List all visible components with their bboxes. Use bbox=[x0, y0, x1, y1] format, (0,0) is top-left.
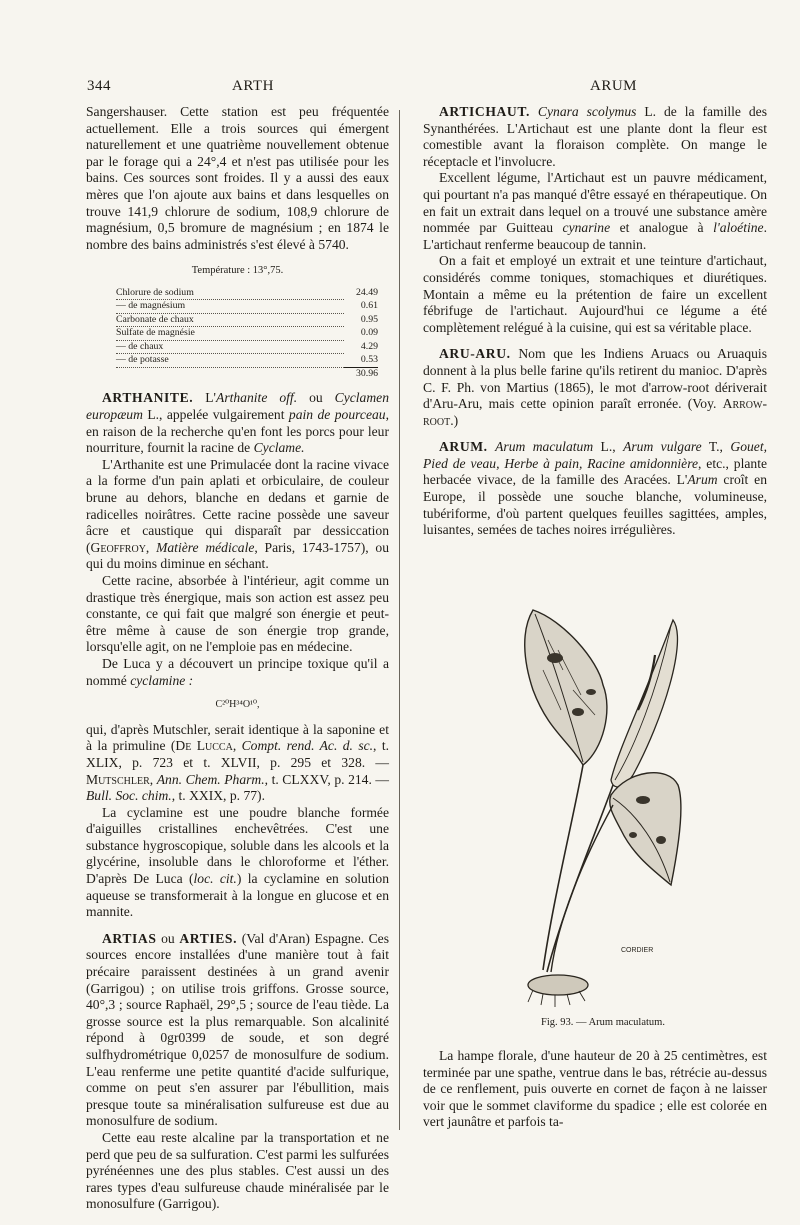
table-row bbox=[116, 300, 378, 314]
arthanite-entry: ARTHANITE. L'Arthanite off. ou Cyclamen europæum L., appelée vulgairement pain de pourceau, en raison de la recherche qu'en font les porcs pour leur nourriture, fournit la racine de Cyclame. bbox=[86, 390, 389, 456]
compound-name: Sulfate de magnésie bbox=[116, 327, 344, 341]
aruaru-entry: ARU-ARU. Nom que les Indiens Aruacs ou Aruaquis donnent à la plus belle farine qu'ils retirent du manioc. D'après C. F. Ph. von Martius (1865), le mot d'arrow-root dériverait d'Aru-Aru, mais cette opinion paraît erronée. (Voy. Arrow-root.) bbox=[423, 346, 767, 428]
engraver-signature: CORDIER bbox=[621, 947, 654, 954]
artichaut-medicine: Excellent légume, l'Artichaut est un pauvre médicament, qui pourtant n'a pas manqué d'être essayé en thérapeutique. On en fait un extrait dans lequel on a trouvé une substance amère nommée par Guitteau cynarine et analogue à l'aloétine. L'artichaut renferme beaucoup de tannin. bbox=[423, 170, 767, 252]
chemical-formula: C²⁰H³⁴O¹⁰, bbox=[215, 699, 260, 711]
composition-table bbox=[116, 287, 378, 381]
lower-leaf bbox=[610, 773, 681, 885]
compound-name: — de potasse bbox=[116, 354, 344, 368]
cross-reference-link: Arrow-root bbox=[423, 396, 767, 428]
compound-value: 0.09 bbox=[360, 327, 378, 339]
arum-maculatum-illustration bbox=[503, 600, 693, 1010]
composition-total: 30.96 bbox=[344, 367, 378, 380]
headword-artichaut: ARTICHAUT. bbox=[439, 104, 530, 119]
column-divider bbox=[399, 110, 400, 1130]
arthanite-cyclamine: De Luca y a découvert un principe toxique qu'il a nommé cyclamine : bbox=[86, 655, 389, 688]
arum-entry: ARUM. Arum maculatum L., Arum vulgare T., Gouet, Pied de veau, Herbe à pain, Racine amidonnière, etc., plante herbacée vivace, de la famille des Aracées. L'Arum croît en Europe, il possède une souche blanche, volumineuse, tubériforme, d'où partent quelques feuilles sagittées, amples, luisantes, semées de taches noires irrégulières. bbox=[423, 439, 768, 538]
artichaut-entry: ARTICHAUT. Cynara scolymus L. de la famille des Synanthérées. L'Artichaut est une plante dont la fleur est comestible avant la floraison complète. On mange le réceptacle et l'involucre. bbox=[423, 104, 767, 169]
figure-caption: Fig. 93. — Arum maculatum. bbox=[541, 1017, 665, 1028]
upper-leaf bbox=[525, 610, 607, 765]
compound-value: 0.53 bbox=[360, 354, 378, 366]
headword-arthanite: ARTHANITE. bbox=[102, 390, 194, 406]
tuber bbox=[528, 975, 588, 995]
arthanite-references: qui, d'après Mutschler, serait identique à la saponine et à la primuline (De Lucca, Compt. rend. Ac. d. sc., t. XLIX, p. 723 et t. XLVII, p. 295 et 328. — Mutschler, Ann. Chem. Pharm., t. CLXXV, p. 214. — Bull. Soc. chim., t. XXIX, p. 77). bbox=[86, 721, 390, 804]
headword-arties: ARTIES. bbox=[179, 930, 238, 946]
cyclamine-properties: La cyclamine est une poudre blanche formée d'aiguilles cristallines enchevêtrées. C'est une substance hygroscopique, soluble dans les alcools et la glycérine, insoluble dans le chloroforme et l'éther. D'après De Luca (loc. cit.) la cyclamine en solution aqueuse se transformerait à la longue en glucose et en mannite. bbox=[86, 804, 389, 920]
artias-entry: ARTIAS ou ARTIES. (Val d'Aran) Espagne. Ces sources encore installées d'une manière tout à fait précaire paraissent destinées à un grand avenir (Garrigou) ; on utilise trois griffons. Grosse source, 40°,3 ; source Raphaël, 29°,5 ; source de l'eau tiède. La grosse source est la plus remarquable. Son alcalinité répond à 0gr0399 de soude, et son degré sulfhydrométrique 0,0257 de monosulfure de sodium. L'eau renferme une petite quantité d'acide sulfurique, comme on peut s'en assurer par l'ébullition, mais presque toute sa minéralisation sulfureuse est due au monosulfure de sodium. bbox=[86, 930, 390, 1129]
artias-stability: Cette eau reste alcaline par la transportation et ne perd que peu de sa sulfuration. C'est parmi les sulfurées pyrénéennes une des plus stables. C'est aussi un des rares types d'eau sulfureuse chaude minéralisée par le monosulfure (Garrigou). bbox=[86, 1129, 389, 1212]
compound-name: Carbonate de chaux bbox=[116, 313, 344, 327]
headword-arum: ARUM. bbox=[439, 439, 488, 455]
artichaut-uses: On a fait et employé un extrait et une teinture d'artichaut, considérés comme toniques, stomachiques et diurétiques. Montain a même eu la prétention de faire un excellent fébrifuge de l'artichaut. Aujourd'hui ce légume a été complètement relégué à la cuisine, qui est sa véritable place. bbox=[423, 253, 767, 335]
arthanite-description: L'Arthanite est une Primulacée dont la racine vivace a la forme d'un pain aplati et orbiculaire, de couleur brune au dehors, blanche en dedans et garnie de radicelles noirâtres. Cette racine possède une saveur âcre et caustique qui disparaît par dessiccation (Geoffroy, Matière médicale, Paris, 1743-1757), ou qui du moins diminue en séchant. bbox=[86, 456, 389, 572]
table-row bbox=[116, 313, 378, 327]
arthanite-action: Cette racine, absorbée à l'intérieur, agit comme un drastique très énergique, mais son action est assez peu constante, ce qui fait que malgré son énergie et peut-être même à cause de son énergie trop grande, lorsqu'elle agit, on ne l'emploie pas en médecine. bbox=[86, 572, 389, 655]
compound-value: 4.29 bbox=[360, 340, 378, 352]
compound-value: 0.95 bbox=[360, 313, 378, 325]
running-head-left: ARTH bbox=[232, 78, 274, 94]
table-row bbox=[116, 354, 378, 368]
table-row bbox=[116, 287, 378, 300]
running-head-right: ARUM bbox=[590, 78, 638, 94]
leaf-stem bbox=[543, 765, 583, 970]
table-row bbox=[116, 327, 378, 341]
table-row bbox=[116, 340, 378, 354]
right-column-continued bbox=[423, 1048, 767, 1131]
compound-name: — de chaux bbox=[116, 340, 344, 354]
compound-name: Chlorure de sodium bbox=[116, 287, 344, 300]
spathe bbox=[611, 620, 677, 787]
compound-name: — de magnésium bbox=[116, 300, 344, 314]
temperature-line: Température : 13°,75. bbox=[191, 265, 284, 277]
page-number: 344 bbox=[87, 78, 111, 94]
sangershausen-paragraph: Sangershauser. Cette station est peu fréquentée actuellement. Elle a trois sources qui émergent naturellement et une quatrième nouvellement obtenue par le forage qui a 24°,4 et n'est pas utilisée pour les bains. Ces sources sont froides. Il y a aussi des eaux mères que l'on ajoute aux bains et dans lesquelles on trouve 141,9 chlorure de sodium, 108,9 chlorure de magnésium, 0,5 bromure de magnésium ; en 1874 le nombre des bains administrés s'est élevé à 5740. bbox=[86, 104, 389, 252]
compound-value: 24.49 bbox=[355, 287, 378, 299]
compound-value: 0.61 bbox=[360, 300, 378, 312]
headword-artias: ARTIAS bbox=[102, 930, 157, 946]
right-column bbox=[423, 104, 767, 539]
arum-flower-description: La hampe florale, d'une hauteur de 20 à 25 centimètres, est terminée par une spathe, ventrue dans le bas, rétrécie au-dessus de ce renflement, puis ouverte en cornet de façon à ne laisser voir que le sommet claviforme du spadice ; elle est colorée en vert jaunâtre et parfois ta- bbox=[423, 1048, 767, 1130]
total-row bbox=[116, 367, 378, 380]
left-column bbox=[86, 104, 389, 1213]
headword-aruaru: ARU-ARU. bbox=[439, 346, 511, 362]
